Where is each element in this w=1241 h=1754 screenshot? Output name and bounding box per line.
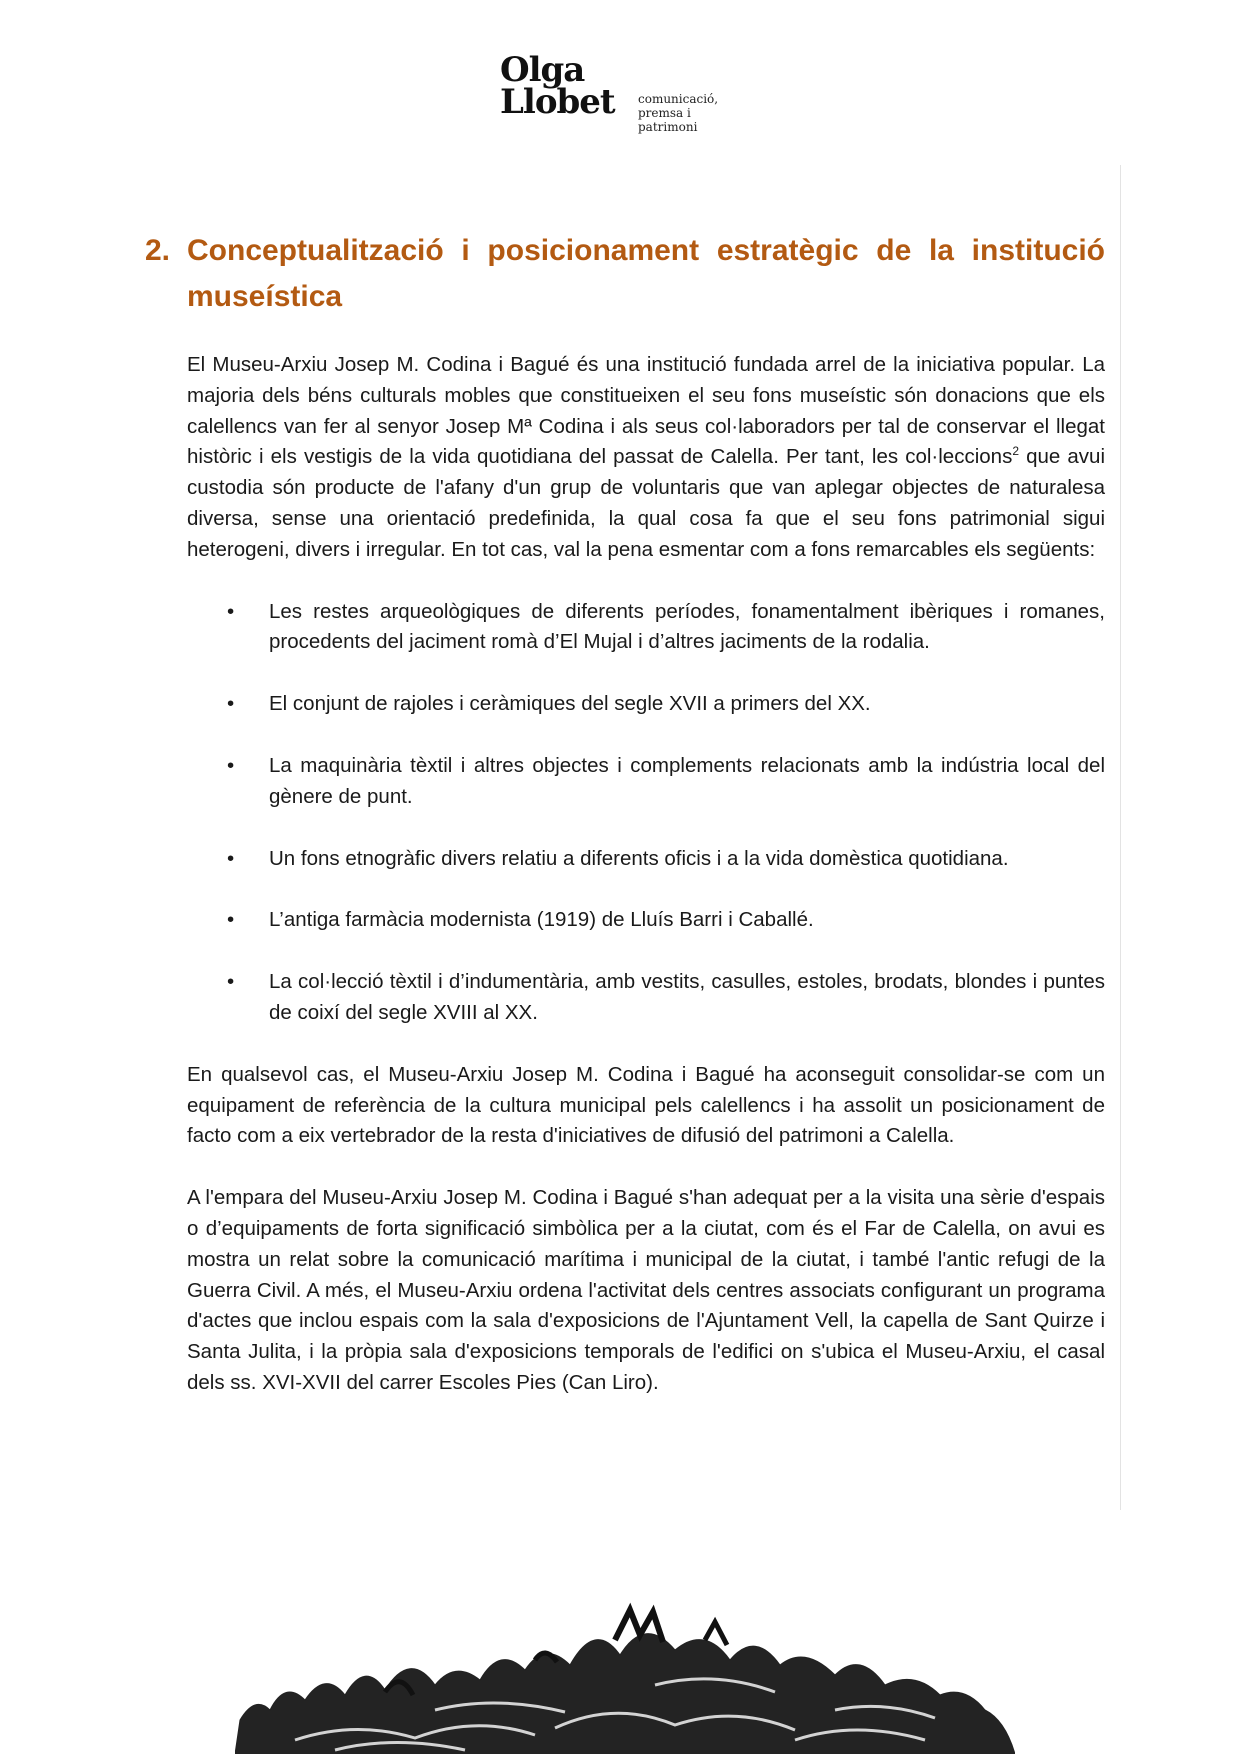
intro-text-part-1: El Museu-Arxiu Josep M. Codina i Bagué és una institució fundada arrel de la iniciativa popular. La majoria dels béns culturals mobles que constitueixen el seu fons museístic són donacions que els calellencs van fer al senyor Josep Mª Codina i als seus col·laboradors per tal de conservar el llegat històric i els vestigis de la vida quotidiana del passat de Calella. Per tant, les col·leccions	[187, 353, 1105, 469]
list-item-text: Un fons etnogràfic divers relatiu a diferents oficis i a la vida domèstica quotidiana.	[269, 846, 1009, 870]
footnote-ref[interactable]: 2	[1012, 444, 1020, 459]
ink-illustration-skyline-icon	[235, 1600, 1015, 1754]
paragraph-3: A l'empara del Museu-Arxiu Josep M. Codina i Bagué s'han adequat per a la visita una sèrie d'espais o d’equipaments de forta significació simbòlica per a la ciutat, com és el Far de Calella, on avui es mostra un relat sobre la comunicació marítima i municipal de la ciutat, i també l'antic refugi de la Guerra Civil. A més, el Museu-Arxiu ordena l'activitat dels centres associats configurant un programa d'actes que inclou espais com la sala d'exposicions de l'Ajuntament Vell, la capella de Sant Quirze i Santa Julita, i la pròpia sala d'exposicions temporals de l'edifici on s'ubica el Museu-Arxiu, el casal dels ss. XVI-XVII del carrer Escoles Pies (Can Liro).	[187, 1186, 1105, 1394]
section-title: Conceptualització i posicionament estratègic de la institució museística	[187, 234, 1105, 313]
bullet-icon: •	[227, 599, 235, 623]
list-item	[187, 967, 1105, 1029]
list-item-text: La maquinària tèxtil i altres objectes i complements relacionats amb la indústria local del gènere de punt.	[269, 753, 1105, 808]
margin-rule	[1120, 165, 1121, 1510]
bullet-icon: •	[227, 753, 235, 777]
document-body	[187, 350, 1105, 1399]
list-item-text: Les restes arqueològiques de diferents períodes, fonamentalment ibèriques i romanes, procedents del jaciment romà d’El Mujal i d’altres jaciments de la rodalia.	[269, 599, 1105, 654]
logo-line-2: Llobet	[500, 82, 615, 122]
bullet-icon: •	[227, 846, 235, 870]
bullet-icon: •	[227, 970, 235, 994]
logo-tagline-1: comunicació,	[638, 92, 719, 106]
list-item-text: La col·lecció tèxtil i d’indumentària, amb vestits, casulles, estoles, brodats, blondes i puntes de coixí del segle XVIII al XX.	[269, 970, 1105, 1024]
logo-line-1: Olga	[500, 50, 585, 90]
list-item	[187, 905, 1105, 936]
collections-list	[187, 597, 1105, 1029]
brand-logo	[500, 50, 740, 134]
section-heading	[145, 228, 1105, 320]
list-item-text: L’antiga farmàcia modernista (1919) de Lluís Barri i Caballé.	[269, 908, 814, 932]
list-item-text: El conjunt de rajoles i ceràmiques del segle XVII a primers del XX.	[269, 692, 871, 716]
list-item	[187, 597, 1105, 659]
logo-tagline-2: premsa i patrimoni	[638, 106, 698, 134]
paragraph-2: En qualsevol cas, el Museu-Arxiu Josep M. Codina i Bagué ha aconseguit consolidar-se com un equipament de referència de la cultura municipal pels calellencs i ha assolit un posicionament de facto com a eix vertebrador de la resta d'iniciatives de difusió del patrimoni a Calella.	[187, 1062, 1105, 1148]
bullet-icon: •	[227, 908, 235, 932]
list-item	[187, 751, 1105, 813]
section-number: 2.	[145, 234, 171, 267]
list-item	[187, 844, 1105, 875]
bullet-icon: •	[227, 692, 235, 716]
intro-text-part-2: que avui custodia són producte de l'afany d'un grup de voluntaris que van aplegar objectes de naturalesa diversa, sense una orientació predefinida, la qual cosa fa que el seu fons patrimonial sigui heterogeni, divers i irregular. En tot cas, val la pena esmentar com a fons remarcables els següents:	[187, 445, 1105, 561]
list-item	[187, 689, 1105, 720]
paragraph-intro	[187, 350, 1105, 566]
